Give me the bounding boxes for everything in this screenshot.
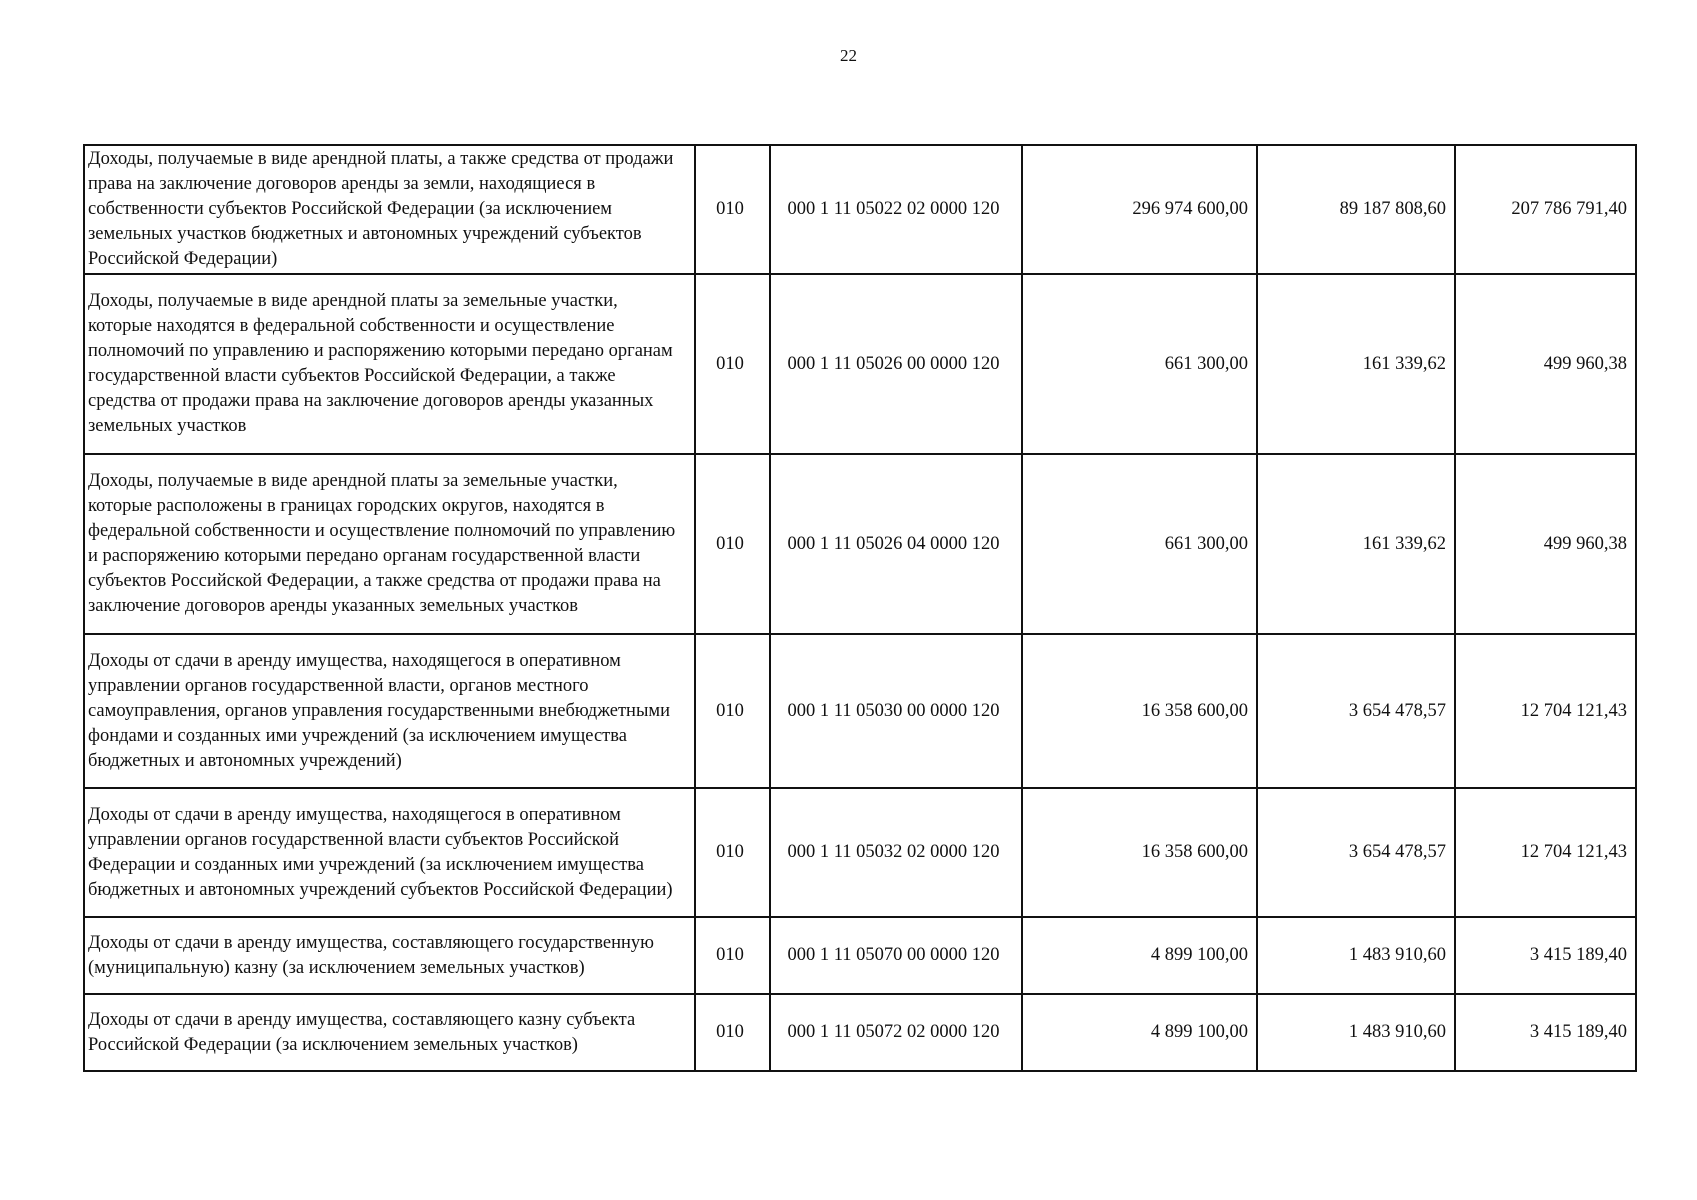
line-code: 010 [695,454,770,634]
revenue-name: Доходы от сдачи в аренду имущества, находящегося в оперативном управлении органов государственной власти, органов местного самоуправления, органов управления государственными внебюджетными фондами и созданных ими учреждений (за исключением имущества бюджетных и автономных учреждений) [84,634,695,788]
approved-amount: 16 358 600,00 [1022,788,1257,917]
remaining-amount: 12 704 121,43 [1455,788,1636,917]
line-code: 010 [695,994,770,1071]
remaining-amount: 3 415 189,40 [1455,994,1636,1071]
approved-amount: 661 300,00 [1022,274,1257,454]
table-row [84,994,1636,1071]
revenue-name: Доходы от сдачи в аренду имущества, находящегося в оперативном управлении органов государственной власти субъектов Российской Федерации и созданных ими учреждений (за исключением имущества бюджетных и автономных учреждений субъектов Российской Федерации) [84,788,695,917]
revenue-name: Доходы от сдачи в аренду имущества, составляющего государственную (муниципальную) казну (за исключением земельных участков) [84,917,695,994]
approved-amount: 661 300,00 [1022,454,1257,634]
approved-amount: 4 899 100,00 [1022,917,1257,994]
table-row [84,917,1636,994]
line-code: 010 [695,634,770,788]
table-row [84,788,1636,917]
budget-classification-code: 000 1 11 05026 00 0000 120 [770,274,1022,454]
line-code: 010 [695,788,770,917]
executed-amount: 3 654 478,57 [1257,634,1455,788]
remaining-amount: 3 415 189,40 [1455,917,1636,994]
remaining-amount: 499 960,38 [1455,274,1636,454]
approved-amount: 16 358 600,00 [1022,634,1257,788]
executed-amount: 1 483 910,60 [1257,917,1455,994]
executed-amount: 3 654 478,57 [1257,788,1455,917]
budget-classification-code: 000 1 11 05070 00 0000 120 [770,917,1022,994]
table-row [84,274,1636,454]
executed-amount: 161 339,62 [1257,274,1455,454]
executed-amount: 1 483 910,60 [1257,994,1455,1071]
budget-classification-code: 000 1 11 05032 02 0000 120 [770,788,1022,917]
table-row [84,454,1636,634]
remaining-amount: 499 960,38 [1455,454,1636,634]
executed-amount: 161 339,62 [1257,454,1455,634]
table-row [84,145,1636,274]
page-number: 22 [840,46,857,65]
budget-classification-code: 000 1 11 05026 04 0000 120 [770,454,1022,634]
revenue-name: Доходы, получаемые в виде арендной платы за земельные участки, которые расположены в границах городских округов, находятся в федеральной собственности и осуществление полномочий по управлению и распоряжению которыми передано органам государственной власти субъектов Российской Федерации, а также средства от продажи права на заключение договоров аренды указанных земельных участков [84,454,695,634]
remaining-amount: 207 786 791,40 [1455,145,1636,274]
revenue-name: Доходы от сдачи в аренду имущества, составляющего казну субъекта Российской Федерации (за исключением земельных участков) [84,994,695,1071]
revenue-name: Доходы, получаемые в виде арендной платы, а также средства от продажи права на заключение договоров аренды за земли, находящиеся в собственности субъектов Российской Федерации (за исключением земельных участков бюджетных и автономных учреждений субъектов Российской Федерации) [84,145,695,274]
budget-classification-code: 000 1 11 05030 00 0000 120 [770,634,1022,788]
revenue-name: Доходы, получаемые в виде арендной платы за земельные участки, которые находятся в федеральной собственности и осуществление полномочий по управлению и распоряжению которыми передано органам государственной власти субъектов Российской Федерации, а также средства от продажи права на заключение договоров аренды указанных земельных участков [84,274,695,454]
revenue-table [83,144,1637,1072]
remaining-amount: 12 704 121,43 [1455,634,1636,788]
table-row [84,634,1636,788]
approved-amount: 296 974 600,00 [1022,145,1257,274]
line-code: 010 [695,917,770,994]
budget-classification-code: 000 1 11 05022 02 0000 120 [770,145,1022,274]
line-code: 010 [695,274,770,454]
line-code: 010 [695,145,770,274]
approved-amount: 4 899 100,00 [1022,994,1257,1071]
budget-classification-code: 000 1 11 05072 02 0000 120 [770,994,1022,1071]
executed-amount: 89 187 808,60 [1257,145,1455,274]
